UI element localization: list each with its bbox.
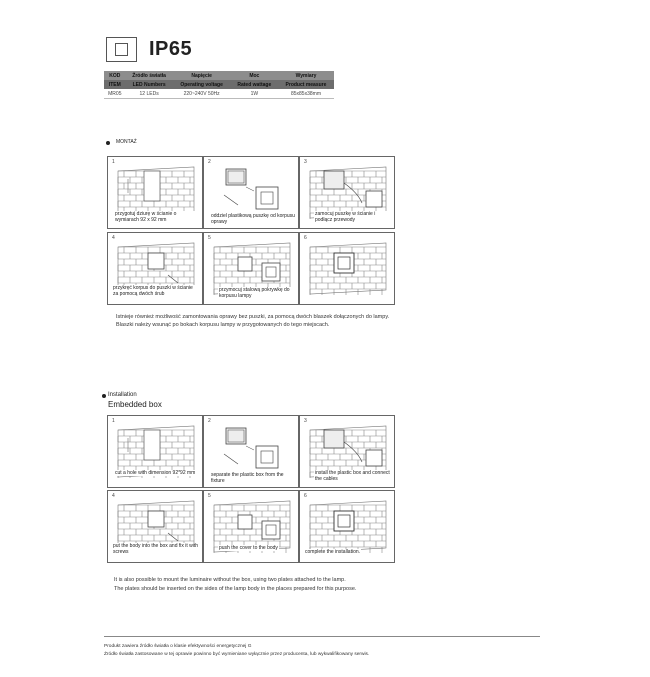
footer-divider: [104, 636, 540, 637]
step-number: 5: [208, 493, 211, 499]
install-illustration: [108, 416, 203, 488]
install-step-panel: [107, 415, 203, 488]
spec-row: [104, 89, 334, 99]
install-step-panel: [203, 232, 299, 305]
note-pl-line2: Blaszki należy wsunąć po bokach korpusu lampy w przygotowanych do tego miejscach.: [116, 322, 330, 328]
bullet-icon: [106, 141, 110, 145]
step-number: 2: [208, 418, 211, 424]
install-illustration: [300, 233, 395, 305]
step-number: 4: [112, 235, 115, 241]
step-caption: complete the installation.: [305, 549, 361, 555]
step-number: 3: [304, 159, 307, 165]
section-title-pl: MONTAŻ: [116, 139, 137, 145]
install-step-panel: [107, 490, 203, 563]
product-title: IP65: [149, 38, 193, 60]
install-step-panel: [203, 156, 299, 229]
step-caption: przygotuj dziurę w ścianie o wymiarach 92 x 92 mm: [114, 211, 202, 223]
step-number: 1: [112, 418, 115, 424]
step-caption: put the body into the box and fix it with screws: [113, 543, 199, 555]
spec-cell: 220~240V 50Hz: [173, 89, 231, 99]
footer-line1: Produkt zawiera źródło światła o klasie efektywności energetycznej G: [104, 644, 252, 649]
step-caption: push the cover to the body: [219, 545, 278, 551]
spec-cell: MR05: [104, 89, 126, 99]
install-step-panel: [299, 156, 395, 229]
step-number: 3: [304, 418, 307, 424]
step-caption: oddziel plastikową puszkę od korpusu oprawy: [210, 213, 298, 225]
step-caption: cut a hole with dimension 92*92 mm: [115, 470, 196, 476]
step-number: 1: [112, 159, 115, 165]
step-caption: przymocuj stalową pokrywkę do korpusu lampy: [218, 287, 298, 299]
step-caption: przykręć korpus do puszki w ścianie za pomocą dwóch śrub: [112, 285, 200, 297]
section-title-en: Installation: [108, 392, 137, 398]
spec-header-cell: Moc: [231, 71, 278, 80]
step-caption: install the plastic box and connect the cables: [314, 470, 394, 482]
spec-cell: 12 LEDs: [126, 89, 173, 99]
note-pl-line1: Istnieje również możliwość zamontowania oprawy bez puszki, za pomocą dwóch blaszek dołączonych do lampy.: [116, 314, 390, 320]
spec-header-cell: Product measure: [278, 80, 334, 89]
step-caption: zamocuj puszkę w ścianie i podłącz przewody: [314, 211, 394, 223]
spec-header-cell: Wymiary: [278, 71, 334, 80]
step-number: 6: [304, 235, 307, 241]
step-number: 5: [208, 235, 211, 241]
spec-header-cell: Napięcie: [173, 71, 231, 80]
step-number: 2: [208, 159, 211, 165]
spec-header-pl: [104, 71, 334, 80]
install-illustration: [204, 491, 299, 563]
square-logo-icon: [106, 37, 137, 62]
spec-cell: 1W: [231, 89, 278, 99]
note-en-line2: The plates should be inserted on the sides of the lamp body in the places prepared for this purpose.: [114, 586, 357, 592]
spec-header-en: [104, 80, 334, 89]
step-number: 4: [112, 493, 115, 499]
note-en-line1: It is also possible to mount the luminaire without the box, using two plates attached to the lamp.: [114, 577, 346, 583]
spec-cell: 85x85x38mm: [278, 89, 334, 99]
install-step-panel: [299, 232, 395, 305]
bullet-icon: [102, 394, 106, 398]
spec-header-cell: KOD: [104, 71, 126, 80]
step-caption: separate the plastic box from the fixture: [210, 472, 298, 484]
spec-header-cell: Rated wattage: [231, 80, 278, 89]
install-step-panel: [203, 490, 299, 563]
spec-table: [104, 71, 334, 99]
step-number: 6: [304, 493, 307, 499]
spec-header-cell: Źródło światła: [126, 71, 173, 80]
spec-header-cell: Operating voltage: [173, 80, 231, 89]
install-step-panel: [299, 490, 395, 563]
spec-header-cell: ITEM: [104, 80, 126, 89]
install-step-panel: [299, 415, 395, 488]
spec-header-cell: LED Numbers: [126, 80, 173, 89]
install-step-panel: [203, 415, 299, 488]
install-step-panel: [107, 232, 203, 305]
section-subtitle-en: Embedded box: [108, 400, 162, 409]
install-step-panel: [107, 156, 203, 229]
footer-line2: Źródło światła zastosowane w tej oprawie powinno być wymieniane wyłącznie przez producenta, lub wykwalifikowany serwis.: [104, 652, 370, 657]
